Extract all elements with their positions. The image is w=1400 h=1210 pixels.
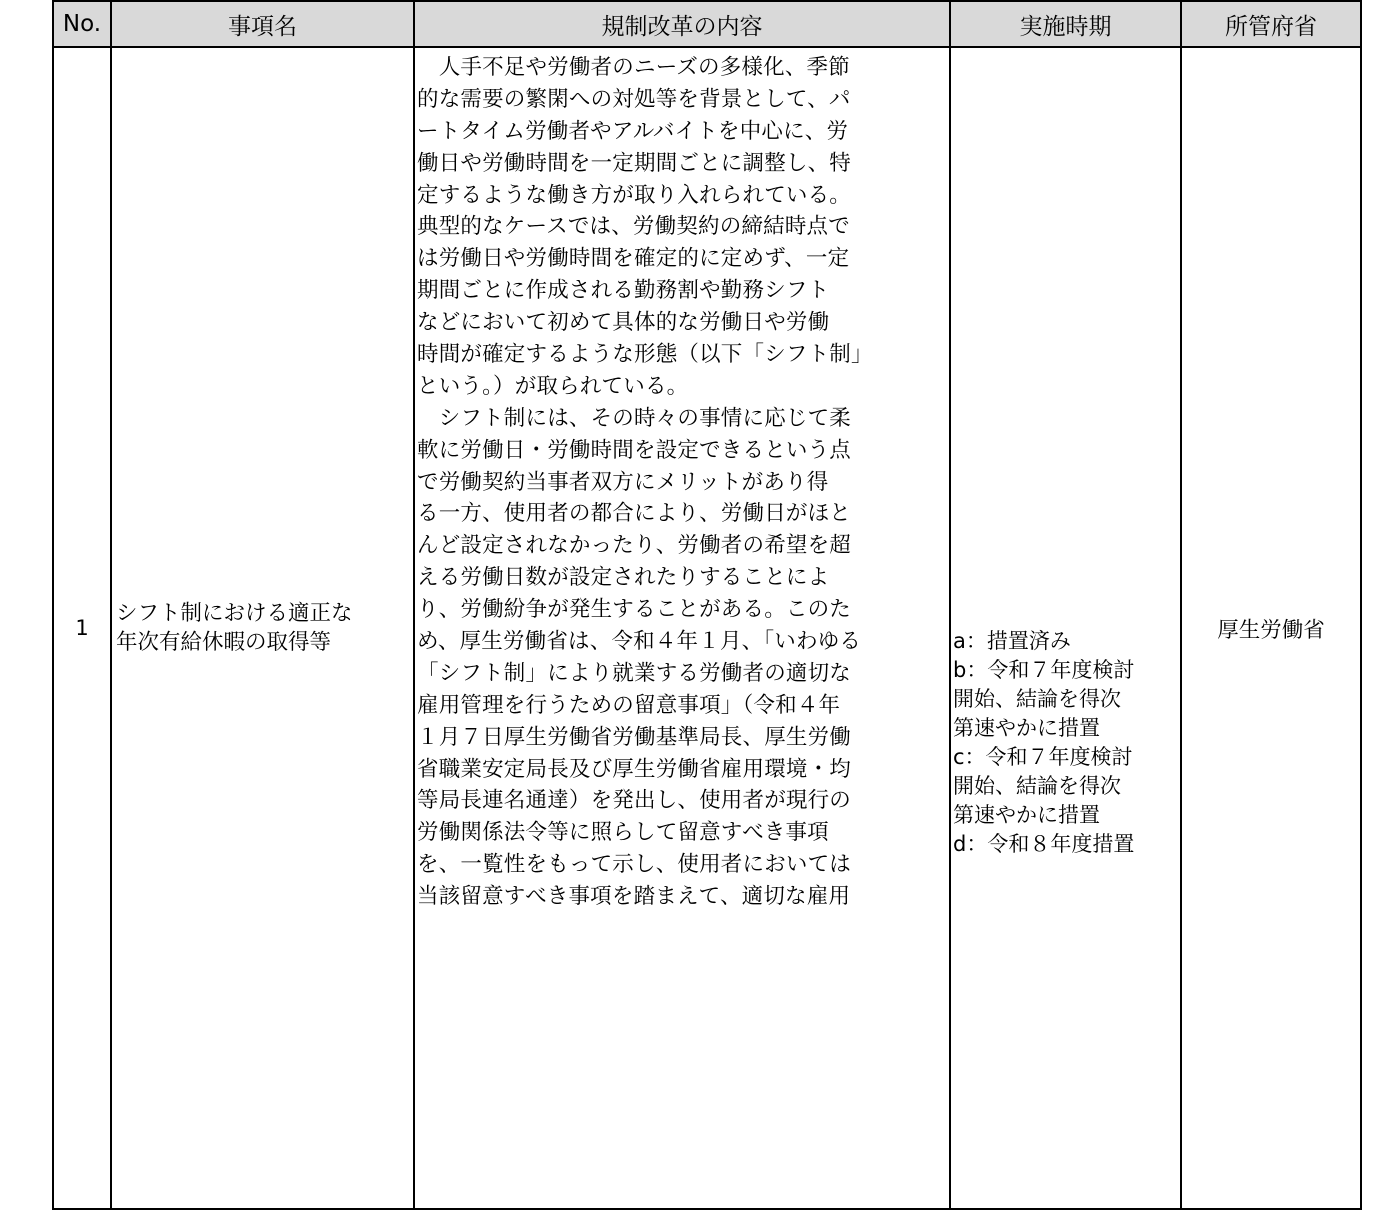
implementation-period (950, 47, 1181, 1209)
content-line: は労働日や労働時間を確定的に定めず、一定 (417, 246, 850, 272)
content-line: で労働契約当事者双方にメリットがあり得 (417, 469, 829, 495)
content-line: 典型的なケースでは、労働契約の締結時点で (417, 214, 850, 240)
period-line: 開始、結論を得次 (953, 687, 1121, 711)
period-line: 開始、結論を得次 (953, 774, 1121, 798)
period-line: b：令和７年度検討 (953, 658, 1135, 682)
header-ministry: 所管府省 (1181, 1, 1361, 47)
content-line: る一方、使用者の都合により、労働日がほと (417, 501, 852, 527)
content-line: を、一覧性をもって示し、使用者においては (417, 852, 852, 878)
content-line: 時間が確定するような形態（以下「シフト制」 (417, 342, 873, 368)
table-header-row (53, 1, 1361, 47)
content-line: 「シフト制」により就業する労働者の適切な (417, 660, 852, 686)
content-line: り、労働紛争が発生することがある。このた (417, 597, 852, 623)
header-item-name: 事項名 (111, 1, 414, 47)
content-line: １月７日厚生労働省労働基準局長、厚生労働 (417, 724, 852, 750)
item-name (111, 47, 414, 1209)
reform-content (414, 47, 950, 1209)
period-line: 第速やかに措置 (953, 716, 1100, 740)
content-line: 軟に労働日・労働時間を設定できるという点 (417, 437, 852, 463)
content-line: シフト制には、その時々の事情に応じて柔 (417, 405, 852, 431)
content-line: んど設定されなかったり、労働者の希望を超 (417, 533, 852, 559)
item-name-line: シフト制における適正な (116, 601, 353, 626)
content-line: 労働関係法令等に照らして留意すべき事項 (417, 820, 829, 846)
item-name-line: 年次有給休暇の取得等 (116, 630, 332, 655)
period-line: c：令和７年度検討 (953, 745, 1133, 769)
row-number: 1 (53, 47, 111, 1209)
content-line: 雇用管理を行うための留意事項」（令和４年 (417, 692, 841, 718)
period-line: 第速やかに措置 (953, 803, 1100, 827)
content-line: 期間ごとに作成される勤務割や勤務シフト (417, 278, 830, 304)
content-line: ートタイム労働者やアルバイトを中心に、労 (417, 118, 849, 144)
content-line: 省職業安定局長及び厚生労働省雇用環境・均 (417, 756, 852, 782)
header-no: No. (53, 1, 111, 47)
regulation-table (52, 0, 1362, 1210)
content-line: 人手不足や労働者のニーズの多様化、季節 (417, 55, 850, 80)
content-line: などにおいて初めて具体的な労働日や労働 (417, 310, 830, 336)
header-reform-content: 規制改革の内容 (414, 1, 950, 47)
header-implementation-period: 実施時期 (950, 1, 1181, 47)
table-row (53, 47, 1361, 1209)
content-line: 当該留意すべき事項を踏まえて、適切な雇用 (417, 884, 851, 910)
content-line: 的な需要の繁閑への対処等を背景として、パ (417, 86, 851, 112)
content-line: という。）が取られている。 (417, 373, 689, 399)
content-line: 等局長連名通達）を発出し、使用者が現行の (417, 788, 852, 814)
ministry: 厚生労働省 (1181, 47, 1361, 1209)
content-line: 働日や労働時間を一定期間ごとに調整し、特 (417, 150, 852, 176)
period-line: a：措置済み (953, 629, 1071, 653)
content-line: える労働日数が設定されたりすることによ (417, 565, 830, 591)
content-line: め、厚生労働省は、令和４年１月、「いわゆる (417, 629, 862, 655)
content-line: 定するような働き方が取り入れられている。 (417, 182, 852, 208)
period-line: d：令和８年度措置 (953, 832, 1135, 856)
